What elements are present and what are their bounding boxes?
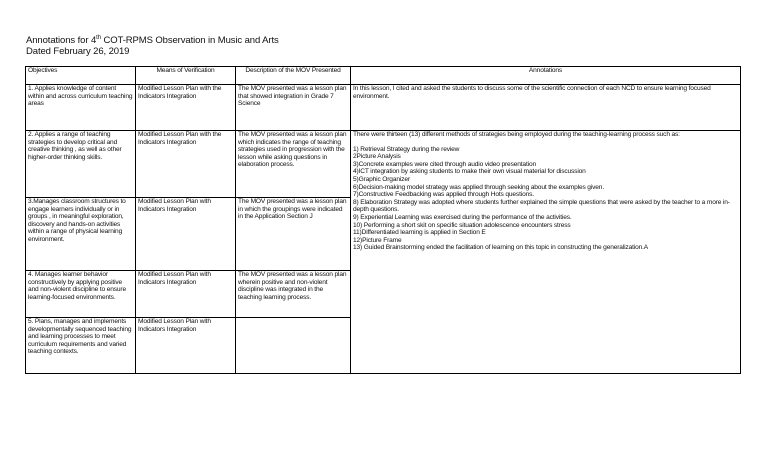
description-cell — [236, 318, 351, 374]
annotation-intro: There were thirteen (13) different methods of strategies being employed during the teaching-learning process such as: — [353, 131, 680, 138]
annotation-item: 3)Concrete examples were cited through audio video presentation — [353, 160, 536, 168]
annotation-item: 8) Elaboration Strategy was adopted where students further explained the simple questions that were asked by the teacher to a more in-depth questions. — [353, 198, 730, 214]
annotation-item: 5)Graphic Organizer — [353, 175, 410, 183]
header-objectives: Objectives — [26, 67, 136, 85]
objective-cell: 4. Manages learner behavior constructively by applying positive and non-violent discipline to ensure learning-focused environments. — [26, 271, 136, 318]
table-row — [26, 131, 741, 198]
annotation-item: 4)ICT integration by asking students to make their own visual material for discussion — [353, 168, 586, 176]
annotation-item: 7)Constructive Feedbacking was applied through Hots questions. — [353, 191, 534, 199]
header-annotations: Annotations — [351, 67, 741, 85]
annotation-cell: In this lesson, I cited and asked the students to discuss some of the scientific connection of each NCD to ensure learning focused environment. — [351, 85, 741, 131]
annotation-item: 2Picture Analysis — [353, 153, 401, 161]
description-cell: The MOV presented was a lesson plan wherein positive and non-violent discipline was integrated in the teaching learning process. — [236, 271, 351, 318]
annotation-item: 6)Decision-making model strategy was applied through seeking about the examples given. — [353, 183, 604, 191]
annotation-item: 9) Experiential Learning was exercised during the performance of the activities. — [353, 213, 572, 221]
mov-cell: Modified Lesson Plan with Indicators Integration — [136, 271, 236, 318]
description-cell: The MOV presented was a lesson plan in which the groupings were indicated in the Application Section J — [236, 198, 351, 271]
annotation-item: 11)Differentiated learning is applied in Section E — [353, 229, 486, 237]
annotation-item: 10) Performing a short skit on specific situation adolescence encounters stress — [353, 221, 571, 229]
mov-cell: Modified Lesson Plan with Indicators Integration — [136, 198, 236, 271]
table-header-row — [26, 67, 741, 85]
description-cell: The MOV presented was a lesson plan that showed integration in Grade 7 Science — [236, 85, 351, 131]
objective-cell: 5. Plans, manages and implements developmentally sequenced teaching and learning processes to meet curriculum requirements and varied teaching contexts. — [26, 318, 136, 374]
shared-annotation-cell — [351, 131, 741, 374]
annotation-item: 13) Guided Brainstorming ended the facilitation of learning on this topic in constructing the generalization.A — [353, 244, 649, 252]
objective-cell: 1. Applies knowledge of content within and across curriculum teaching areas — [26, 85, 136, 131]
objective-cell: 2. Applies a range of teaching strategies to develop critical and creative thinking , as well as other higher-order thinking skills. — [26, 131, 136, 198]
mov-cell: Modified Lesson Plan with Indicators Integration — [136, 318, 236, 374]
mov-cell: Modified Lesson Plan with the Indicators Integration — [136, 85, 236, 131]
mov-cell: Modified Lesson Plan with the Indicators Integration — [136, 131, 236, 198]
annotations-table — [25, 66, 741, 374]
objective-cell: 3.Manages classroom structures to engage learners individually or in groups , in meaningful exploration, discovery and hands-on activities within a range of physical learning environment. — [26, 198, 136, 271]
description-cell: The MOV presented was a lesson plan which indicates the range of teaching strategies used in progression with the lesson while asking questions in elaboration process. — [236, 131, 351, 198]
annotation-item: 12)Picture Frame — [353, 236, 402, 244]
annotation-item: 1) Retrieval Strategy during the review — [353, 145, 460, 153]
header-description: Description of the MOV Presented — [236, 67, 351, 85]
document-title: Annotations for 4th COT-RPMS Observation in Music and Arts — [26, 34, 279, 46]
document-header — [26, 35, 279, 57]
document-date: Dated February 26, 2019 — [26, 46, 130, 57]
table-row — [26, 85, 741, 131]
header-means-of-verification: Means of Verification — [136, 67, 236, 85]
